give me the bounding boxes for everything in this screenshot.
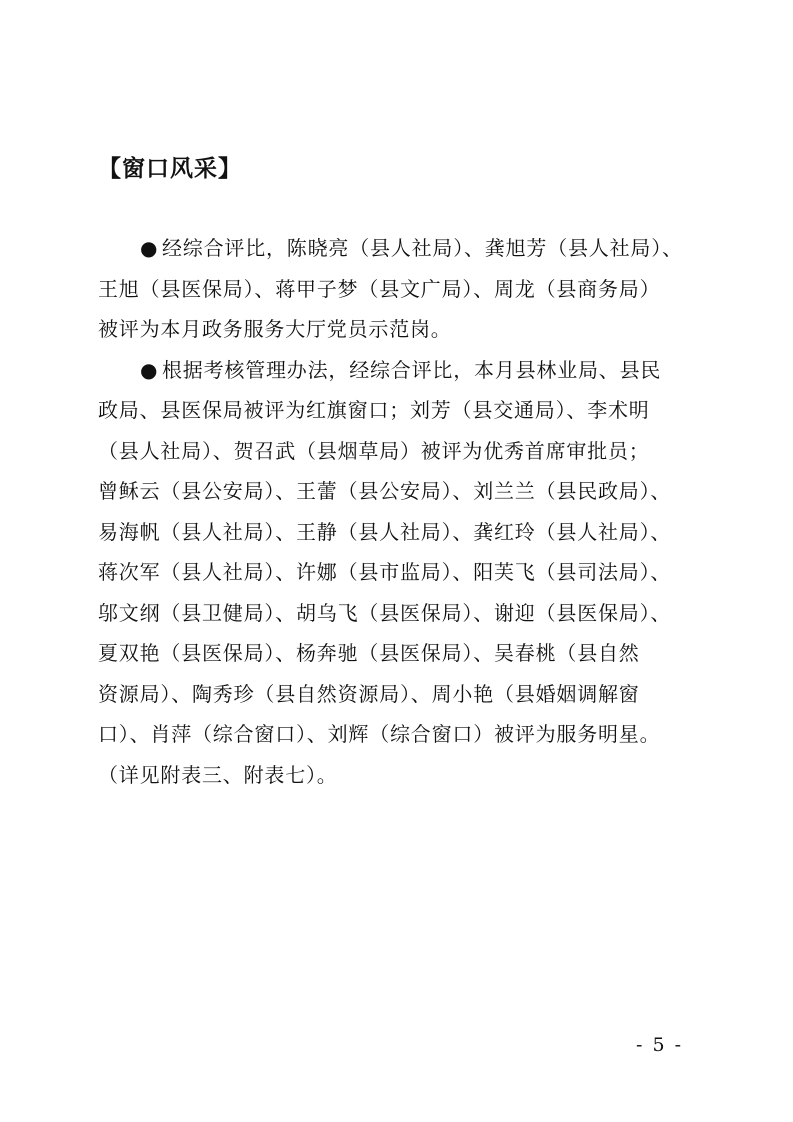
- page-number: - 5 -: [636, 1034, 684, 1056]
- paragraph-2-line-7: 邬文纲（县卫健局）、胡乌飞（县医保局）、谢迎（县医保局）、: [98, 600, 672, 625]
- paragraph-2-line-9: 资源局）、陶秀珍（县自然资源局）、周小艳（县婚姻调解窗: [98, 681, 640, 706]
- bullet-icon: ●: [140, 236, 159, 260]
- body-text: [98, 228, 698, 795]
- paragraph-1-line-2: 王旭（县医保局）、蒋甲子梦（县文广局）、周龙（县商务局）: [98, 276, 661, 301]
- paragraph-2-line-8: 夏双艳（县医保局）、杨奔驰（县医保局）、吴春桃（县自然: [98, 641, 640, 665]
- paragraph-1-line-3: 被评为本月政务服务大厅党员示范岗。: [98, 317, 452, 341]
- paragraph-2-line-3: （县人社局）、贺召武（县烟草局）被评为优秀首席审批员；: [98, 438, 650, 463]
- bullet-icon: ●: [140, 357, 159, 382]
- paragraph-2-line-10: 口）、肖萍（综合窗口）、刘辉（综合窗口）被评为服务明星。: [98, 722, 661, 746]
- paragraph-1-line-1-text: 经综合评比，陈晓亮（县人社局）、龚旭芳（县人社局）、: [162, 236, 683, 260]
- paragraph-2-line-1-text: 根据考核管理办法，经综合评比，本月县林业局、县民: [162, 357, 662, 382]
- paragraph-2-line-11: （详见附表三、附表七）。: [98, 762, 338, 787]
- section-heading: 【窗口风采】: [98, 156, 242, 182]
- paragraph-2-line-1: [98, 350, 698, 391]
- paragraph-2-line-2: 政局、县医保局被评为红旗窗口；刘芳（县交通局）、李术明: [98, 398, 650, 422]
- paragraph-2-line-4: 曾稣云（县公安局）、王蕾（县公安局）、刘兰兰（县民政局）、: [98, 479, 672, 503]
- paragraph-2-line-6: 蒋次军（县人社局）、许娜（县市监局）、阳芙飞（县司法局）、: [98, 560, 672, 584]
- paragraph-2-line-5: 易海帆（县人社局）、王静（县人社局）、龚红玲（县人社局）、: [98, 519, 672, 544]
- paragraph-1-line-1: [98, 228, 698, 269]
